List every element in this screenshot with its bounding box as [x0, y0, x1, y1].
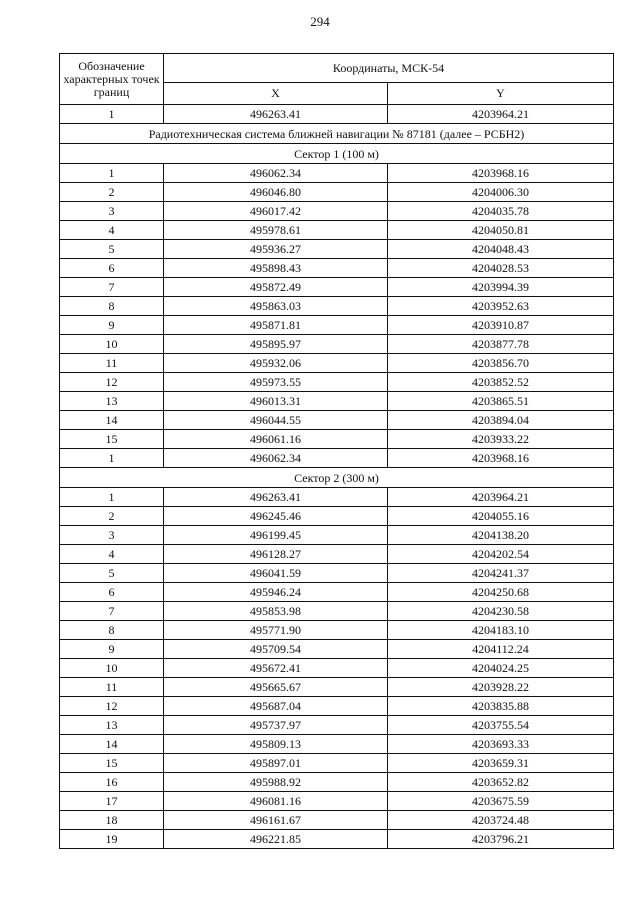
table-row [60, 430, 614, 449]
table-row [60, 392, 614, 411]
x-coordinate-cell: 495895.97 [164, 335, 388, 354]
y-coordinate-cell: 4203994.39 [388, 278, 614, 297]
x-column-header: X [164, 82, 388, 104]
point-number-cell: 1 [60, 105, 164, 124]
table-row [60, 526, 614, 545]
x-coordinate-cell: 495898.43 [164, 259, 388, 278]
point-number-cell: 17 [60, 792, 164, 811]
point-number-cell: 3 [60, 202, 164, 221]
x-coordinate-cell: 495872.49 [164, 278, 388, 297]
table-row [60, 545, 614, 564]
x-coordinate-cell: 496046.80 [164, 183, 388, 202]
point-number-cell: 7 [60, 278, 164, 297]
y-coordinate-cell: 4203952.63 [388, 297, 614, 316]
x-coordinate-cell: 495672.41 [164, 659, 388, 678]
table-row [60, 773, 614, 792]
table-row [60, 105, 614, 124]
x-coordinate-cell: 495871.81 [164, 316, 388, 335]
point-number-cell: 12 [60, 373, 164, 392]
y-coordinate-cell: 4204050.81 [388, 221, 614, 240]
x-coordinate-cell: 495932.06 [164, 354, 388, 373]
x-coordinate-cell: 496263.41 [164, 488, 388, 507]
table-row [60, 602, 614, 621]
section-row [60, 144, 614, 164]
point-number-cell: 14 [60, 411, 164, 430]
table-row [60, 507, 614, 526]
point-number-cell: 6 [60, 583, 164, 602]
point-number-cell: 3 [60, 526, 164, 545]
table-row [60, 735, 614, 754]
y-coordinate-cell: 4203852.52 [388, 373, 614, 392]
section-title: Радиотехническая система ближней навигации № 87181 (далее – РСБН2) [60, 124, 614, 144]
x-coordinate-cell: 496161.67 [164, 811, 388, 830]
x-coordinate-cell: 495809.13 [164, 735, 388, 754]
y-coordinate-cell: 4203910.87 [388, 316, 614, 335]
x-coordinate-cell: 495853.98 [164, 602, 388, 621]
x-coordinate-cell: 495771.90 [164, 621, 388, 640]
y-coordinate-cell: 4203693.33 [388, 735, 614, 754]
y-coordinate-cell: 4203968.16 [388, 164, 614, 183]
table-row [60, 449, 614, 468]
x-coordinate-cell: 496081.16 [164, 792, 388, 811]
point-number-cell: 7 [60, 602, 164, 621]
y-coordinate-cell: 4203659.31 [388, 754, 614, 773]
y-coordinate-cell: 4204028.53 [388, 259, 614, 278]
point-number-cell: 11 [60, 678, 164, 697]
label-column-header: Обозначение характерных точек границ [60, 54, 164, 105]
y-coordinate-cell: 4204241.37 [388, 564, 614, 583]
section-title: Сектор 2 (300 м) [60, 468, 614, 488]
x-coordinate-cell: 495709.54 [164, 640, 388, 659]
x-coordinate-cell: 495863.03 [164, 297, 388, 316]
table-body [60, 54, 614, 849]
table-row [60, 754, 614, 773]
x-coordinate-cell: 496263.41 [164, 105, 388, 124]
table-row [60, 335, 614, 354]
table-row [60, 640, 614, 659]
y-coordinate-cell: 4204250.68 [388, 583, 614, 602]
table-row [60, 830, 614, 849]
y-coordinate-cell: 4203928.22 [388, 678, 614, 697]
x-coordinate-cell: 495665.67 [164, 678, 388, 697]
section-title: Сектор 1 (100 м) [60, 144, 614, 164]
table-row [60, 373, 614, 392]
point-number-cell: 18 [60, 811, 164, 830]
table-row [60, 240, 614, 259]
point-number-cell: 15 [60, 754, 164, 773]
x-coordinate-cell: 495737.97 [164, 716, 388, 735]
y-coordinate-cell: 4203724.48 [388, 811, 614, 830]
point-number-cell: 1 [60, 164, 164, 183]
y-coordinate-cell: 4204048.43 [388, 240, 614, 259]
point-number-cell: 10 [60, 335, 164, 354]
table-row [60, 621, 614, 640]
table-row [60, 792, 614, 811]
y-coordinate-cell: 4204202.54 [388, 545, 614, 564]
point-number-cell: 1 [60, 488, 164, 507]
x-coordinate-cell: 496061.16 [164, 430, 388, 449]
y-coordinate-cell: 4203933.22 [388, 430, 614, 449]
y-coordinate-cell: 4203652.82 [388, 773, 614, 792]
coordinates-table [59, 53, 614, 849]
y-coordinate-cell: 4203964.21 [388, 105, 614, 124]
x-coordinate-cell: 496013.31 [164, 392, 388, 411]
point-number-cell: 6 [60, 259, 164, 278]
table-row [60, 297, 614, 316]
y-coordinate-cell: 4203856.70 [388, 354, 614, 373]
point-number-cell: 5 [60, 240, 164, 259]
x-coordinate-cell: 496017.42 [164, 202, 388, 221]
x-coordinate-cell: 495978.61 [164, 221, 388, 240]
y-coordinate-cell: 4204035.78 [388, 202, 614, 221]
section-row [60, 468, 614, 488]
x-coordinate-cell: 495936.27 [164, 240, 388, 259]
point-number-cell: 13 [60, 716, 164, 735]
table-row [60, 811, 614, 830]
point-number-cell: 1 [60, 449, 164, 468]
x-coordinate-cell: 496062.34 [164, 164, 388, 183]
table-row [60, 278, 614, 297]
table-row [60, 659, 614, 678]
x-coordinate-cell: 496044.55 [164, 411, 388, 430]
point-number-cell: 14 [60, 735, 164, 754]
table-row [60, 678, 614, 697]
point-number-cell: 4 [60, 545, 164, 564]
point-number-cell: 16 [60, 773, 164, 792]
table-row [60, 316, 614, 335]
x-coordinate-cell: 495988.92 [164, 773, 388, 792]
y-coordinate-cell: 4203968.16 [388, 449, 614, 468]
table-row [60, 716, 614, 735]
point-number-cell: 2 [60, 183, 164, 202]
point-number-cell: 4 [60, 221, 164, 240]
table-row [60, 183, 614, 202]
x-coordinate-cell: 495946.24 [164, 583, 388, 602]
x-coordinate-cell: 496041.59 [164, 564, 388, 583]
x-coordinate-cell: 495897.01 [164, 754, 388, 773]
point-number-cell: 5 [60, 564, 164, 583]
x-coordinate-cell: 495687.04 [164, 697, 388, 716]
table-row [60, 583, 614, 602]
y-coordinate-cell: 4204006.30 [388, 183, 614, 202]
header-row [60, 54, 614, 83]
y-coordinate-cell: 4203755.54 [388, 716, 614, 735]
x-coordinate-cell: 496245.46 [164, 507, 388, 526]
x-coordinate-cell: 496199.45 [164, 526, 388, 545]
y-coordinate-cell: 4203675.59 [388, 792, 614, 811]
y-coordinate-cell: 4203835.88 [388, 697, 614, 716]
section-row [60, 124, 614, 144]
point-number-cell: 10 [60, 659, 164, 678]
point-number-cell: 11 [60, 354, 164, 373]
table-row [60, 697, 614, 716]
x-coordinate-cell: 496128.27 [164, 545, 388, 564]
point-number-cell: 9 [60, 316, 164, 335]
table-row [60, 564, 614, 583]
table-row [60, 164, 614, 183]
x-coordinate-cell: 495973.55 [164, 373, 388, 392]
table-row [60, 259, 614, 278]
y-coordinate-cell: 4204230.58 [388, 602, 614, 621]
page-number: 294 [310, 14, 330, 29]
y-coordinate-cell: 4204055.16 [388, 507, 614, 526]
point-number-cell: 12 [60, 697, 164, 716]
y-coordinate-cell: 4203964.21 [388, 488, 614, 507]
point-number-cell: 15 [60, 430, 164, 449]
y-coordinate-cell: 4203865.51 [388, 392, 614, 411]
table-row [60, 488, 614, 507]
table-row [60, 354, 614, 373]
y-coordinate-cell: 4204024.25 [388, 659, 614, 678]
point-number-cell: 13 [60, 392, 164, 411]
table-row [60, 202, 614, 221]
point-number-cell: 2 [60, 507, 164, 526]
y-coordinate-cell: 4203796.21 [388, 830, 614, 849]
y-coordinate-cell: 4203877.78 [388, 335, 614, 354]
table-row [60, 221, 614, 240]
y-coordinate-cell: 4204183.10 [388, 621, 614, 640]
point-number-cell: 9 [60, 640, 164, 659]
point-number-cell: 19 [60, 830, 164, 849]
y-column-header: Y [388, 82, 614, 104]
point-number-cell: 8 [60, 297, 164, 316]
coords-title-header: Координаты, МСК-54 [164, 54, 614, 83]
y-coordinate-cell: 4203894.04 [388, 411, 614, 430]
y-coordinate-cell: 4204112.24 [388, 640, 614, 659]
y-coordinate-cell: 4204138.20 [388, 526, 614, 545]
x-coordinate-cell: 496221.85 [164, 830, 388, 849]
point-number-cell: 8 [60, 621, 164, 640]
table-row [60, 411, 614, 430]
x-coordinate-cell: 496062.34 [164, 449, 388, 468]
